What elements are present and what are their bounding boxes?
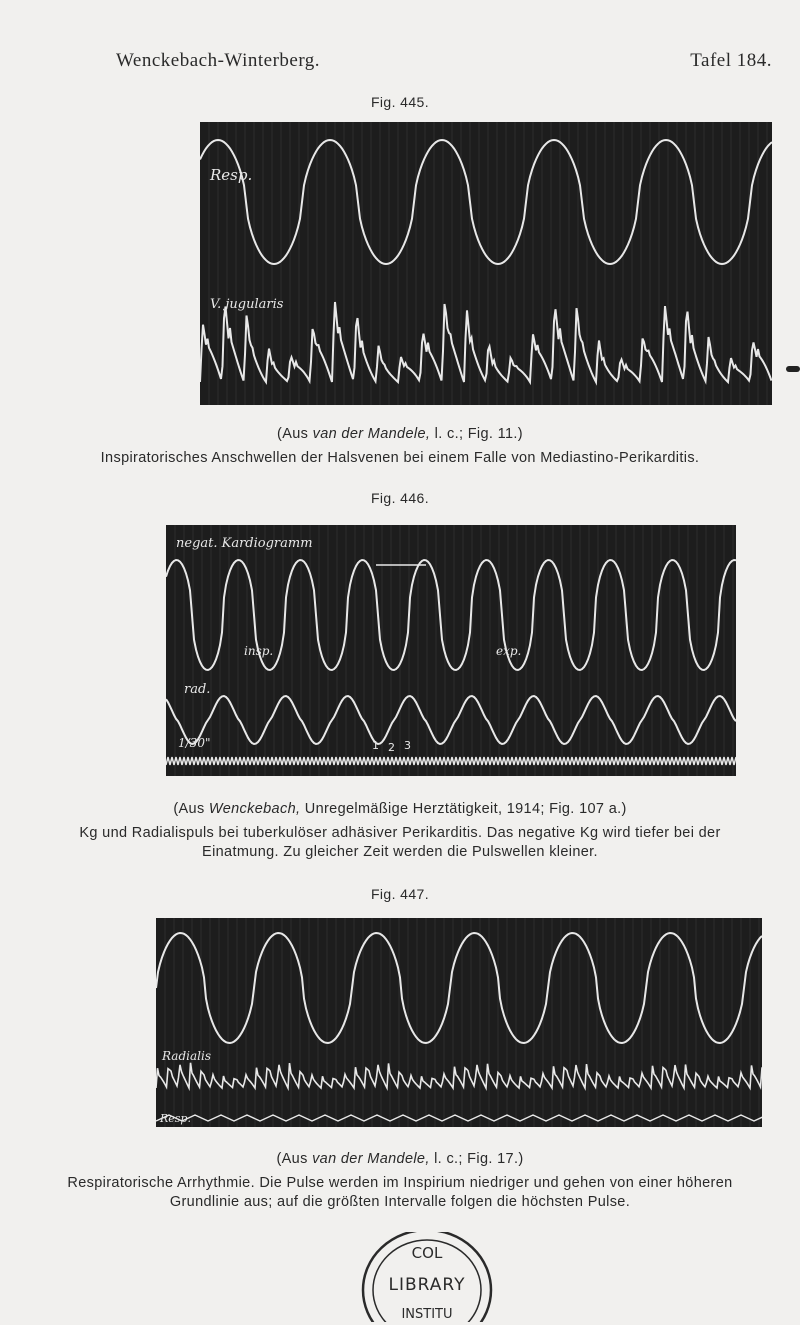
trace-label-rad: rad. [184,682,211,697]
figure-447-tracing [156,918,762,1127]
figure-447-caption-line1: Respiratorische Arrhythmie. Die Pulse werden im Inspirium niedriger und gehen von einer höheren [67,1175,733,1191]
figure-445-source [0,425,800,444]
plate-number: Tafel 184. [690,50,772,71]
figure-446-tracing [166,525,736,776]
figure-446-source [0,800,800,819]
source-author: van der Mandele, [312,426,431,442]
beat-number-2: 2 [388,741,395,754]
source-ref: Unregelmäßige Herztätigkeit, 1914; Fig. 107 a.) [300,801,627,817]
edge-mark [786,366,800,372]
trace-label-resp: Resp. [210,166,253,184]
figure-label-446: Fig. 446. [370,490,430,506]
figure-445-caption: Inspiratorisches Anschwellen der Halsvenen bei einem Falle von Mediastino-Perikarditis. [100,450,700,466]
trace-label-exp: exp. [496,644,522,658]
figure-445-svg [200,122,772,405]
stamp-bottom-text: INSTITU [401,1307,453,1322]
source-ref: l. c.; Fig. 11.) [430,426,523,442]
stamp-library-text: LIBRARY [388,1275,466,1295]
trace-label-vjug: V. jugularis [210,297,284,312]
figure-label-447: Fig. 447. [370,886,430,902]
figure-446-caption-line1: Kg und Radialispuls bei tuberkulöser adhäsiver Perikarditis. Das negative Kg wird tiefer bei der [79,825,721,841]
stamp-top-text: COL [411,1244,443,1262]
trace-label-radialis: Radialis [162,1049,211,1063]
beat-number-1: 1 [372,739,379,752]
figure-447-source [0,1150,800,1169]
trace-label-time: 1/30" [178,736,211,750]
trace-label-insp: insp. [244,644,274,658]
source-ref: l. c.; Fig. 17.) [429,1151,524,1167]
figure-446-caption-line2: Einatmung. Zu gleicher Zeit werden die Pulswellen kleiner. [202,844,598,860]
figure-label-445: Fig. 445. [370,94,430,110]
figure-447-svg [156,918,762,1127]
beat-number-3: 3 [404,739,411,752]
trace-label-resp: Resp. [160,1112,191,1125]
source-prefix: (Aus [173,801,209,817]
library-stamp [337,1232,517,1322]
figure-446-svg [166,525,736,776]
source-prefix: (Aus [276,1151,313,1167]
source-author: van der Mandele, [312,1151,430,1167]
trace-label-cardiogram: negat. Kardiogramm [176,536,313,551]
figure-447-caption-line2: Grundlinie aus; auf die größten Intervalle folgen die höchsten Pulse. [169,1194,631,1210]
source-author: Wenckebach, [208,801,301,817]
source-prefix: (Aus [277,426,313,442]
running-header-title: Wenckebach-Winterberg. [116,50,321,71]
figure-445-tracing [200,122,772,405]
